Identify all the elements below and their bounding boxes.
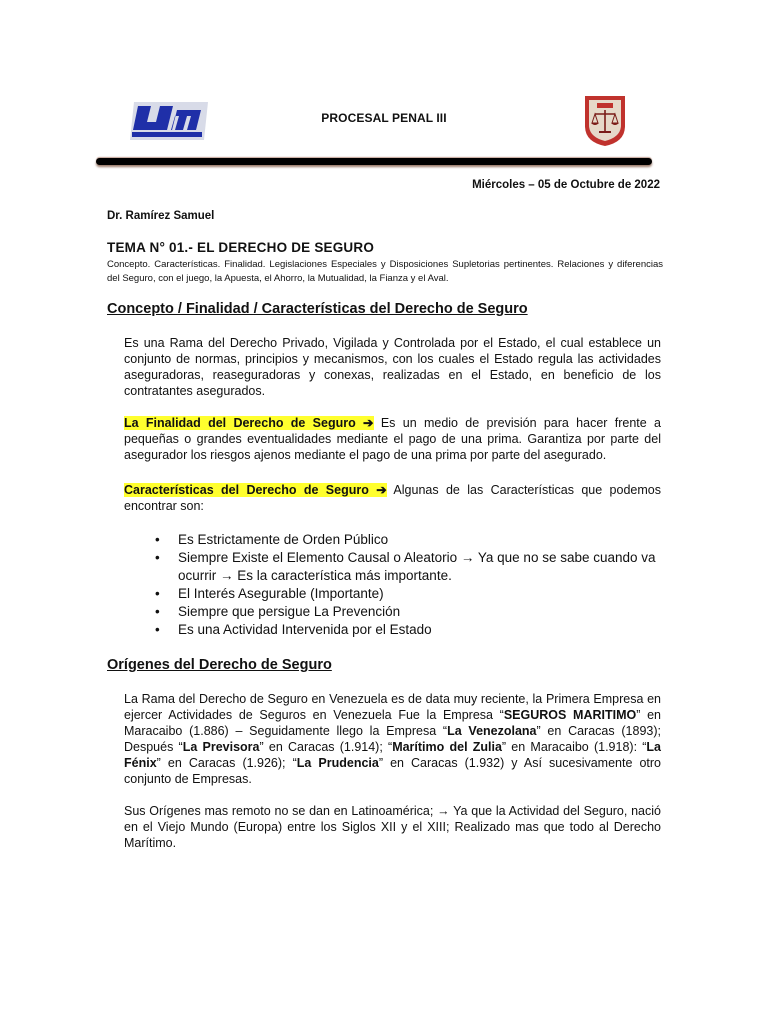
document-date: Miércoles – 05 de Octubre de 2022	[472, 179, 660, 191]
arrow-icon: ➔	[363, 416, 374, 430]
company-name: SEGUROS MARITIMO	[503, 708, 637, 722]
bullet-icon: •	[155, 586, 160, 601]
law-faculty-seal	[582, 93, 628, 148]
header-divider	[96, 158, 652, 165]
bullet-icon: •	[155, 532, 160, 547]
arrow-icon: ➔	[376, 483, 387, 497]
topic-description: Concepto. Características. Finalidad. Legislaciones Especiales y Disposiciones Supletorias pertinentes. Relaciones y diferencias del Seguro, con el juego, la Apuesta, el Ahorro, la Mutualidad, la Fianza y el Aval.	[107, 259, 663, 284]
bullet-icon: •	[155, 550, 160, 565]
company-name: La Prudencia	[296, 756, 379, 770]
characteristics-list	[155, 531, 665, 639]
bullet-icon: •	[155, 622, 160, 637]
list-item: • Es Estrictamente de Orden Público	[155, 532, 389, 547]
origins-paragraph: La Rama del Derecho de Seguro en Venezuela es de data muy reciente, la Primera Empresa en ejercer Actividades de Seguros en Venezuela Fue la Empresa “SEGUROS MARITIMO” en Maracaibo (1.886) – Seguidamente llego la Empresa “La Venezolana” en Caracas (1893); Después “La Previsora” en Caracas (1.914); “Marítimo del Zulia” en Maracaibo (1.918): “La Fénix” en Caracas (1.926); “La Prudencia” en Caracas (1.932) y Así sucesivamente otro conjunto de Empresas.	[124, 692, 662, 786]
bullet-icon: •	[155, 604, 160, 619]
section-title-concepto: Concepto / Finalidad / Características del Derecho de Seguro	[107, 301, 528, 317]
finalidad-paragraph	[124, 415, 661, 463]
company-name: La Fénix	[124, 740, 662, 770]
course-title: PROCESAL PENAL III	[321, 111, 447, 125]
list-item: • El Interés Asegurable (Importante)	[155, 586, 384, 601]
origins-paragraph-2: Sus Orígenes mas remoto no se dan en Latinoamérica; → Ya que la Actividad del Seguro, nació en el Viejo Mundo (Europa) entre los Siglos XII y el XIII; Realizado mas que todo al Derecho Marítimo.	[124, 804, 661, 850]
list-item: • Siempre Existe el Elemento Causal o Aleatorio → Ya que no se sabe cuando va ocurrir → Es la característica más importante.	[155, 550, 656, 583]
concept-paragraph: Es una Rama del Derecho Privado, Vigilada y Controlada por el Estado, el cual establece un conjunto de normas, principios y mecanismos, con los cuales el Estado regula las actividades aseguradoras, reaseguradoras y conexas, realizadas en el Estado, en beneficio de los contratantes asegurados.	[124, 336, 661, 398]
author-name: Dr. Ramírez Samuel	[107, 210, 215, 222]
topic-title: TEMA N° 01.- EL DERECHO DE SEGURO	[107, 240, 375, 255]
company-name: Marítimo del Zulia	[392, 740, 502, 754]
company-name: La Venezolana	[447, 724, 537, 738]
list-item: • Es una Actividad Intervenida por el Estado	[155, 622, 432, 637]
list-item: • Siempre que persigue La Prevención	[155, 604, 401, 619]
finalidad-text: Es un medio de previsión para hacer frente a pequeñas o grandes eventualidades mediante el pago de una prima. Garantiza por parte del asegurador los riesgos ajenos mediante el pago de una prima por parte del asegurado.	[124, 416, 661, 462]
company-name: La Previsora	[182, 740, 260, 754]
section-title-origenes: Orígenes del Derecho de Seguro	[107, 657, 332, 673]
caracteristicas-text: Algunas de las Características que podemos encontrar son:	[124, 483, 661, 513]
caracteristicas-paragraph	[124, 482, 661, 514]
finalidad-label: La Finalidad del Derecho de Seguro ➔	[124, 416, 374, 430]
caracteristicas-label: Características del Derecho de Seguro ➔	[124, 483, 387, 497]
